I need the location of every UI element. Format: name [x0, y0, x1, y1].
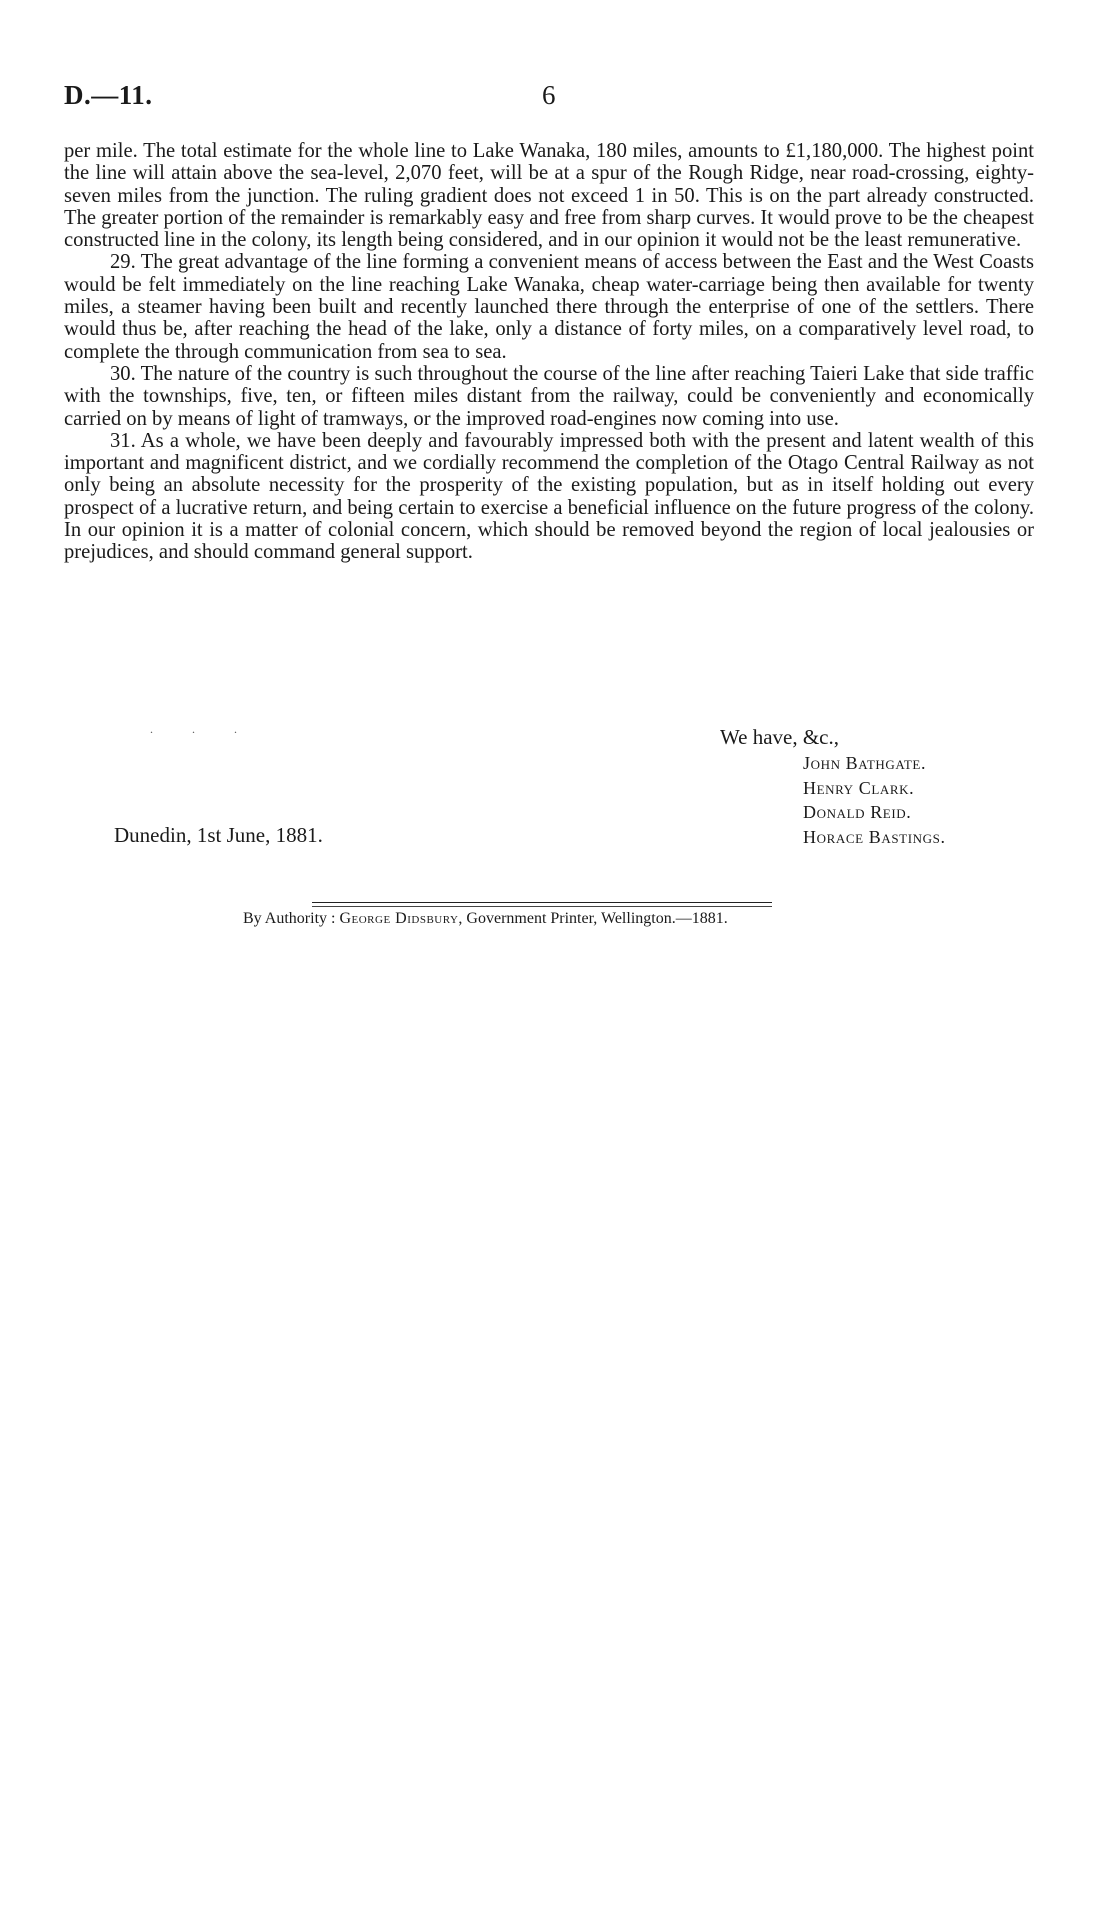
body-text	[64, 140, 1034, 564]
paragraph-continued: per mile. The total estimate for the whole line to Lake Wanaka, 180 miles, amounts to £1,180,000. The highest point the line will attain above the sea-level, 2,070 feet, will be at a spur of the Rough Ridge, near road-crossing, eighty-seven miles from the junction. The ruling gradient does not exceed 1 in 50. This is on the part already constructed. The greater portion of the remainder is remarkably easy and free from sharp curves. It would prove to be the cheapest constructed line in the colony, its length being considered, and in our opinion it would not be the least remunerative.	[64, 140, 1034, 252]
signatory: John Bathgate.	[803, 753, 927, 773]
paragraph-30: 30. The nature of the country is such throughout the course of the line after reaching Taieri Lake that side traffic with the townships, five, ten, or fifteen miles distant from the railway, could be conveniently and economically carried on by means of light of tramways, or the improved road-engines now coming into use.	[64, 362, 1034, 430]
signatory-list	[803, 751, 946, 849]
place-and-date: Dunedin, 1st June, 1881.	[114, 823, 323, 847]
page-number: 6	[542, 80, 556, 110]
paragraph-31: 31. As a whole, we have been deeply and favourably impressed both with the present and latent wealth of this important and magnificent district, and we cordially recommend the completion of the Otago Central Railway as not only being an absolute necessity for the prosperity of the existing population, but as in itself holding out every prospect of a lucrative return, and being certain to exercise a beneficial influence on the future progress of the colony. In our opinion it is a matter of colonial concern, which should be removed beyond the region of local jealousies or prejudices, and should command general support.	[64, 429, 1034, 564]
imprint-suffix: , Government Printer, Wellington.—1881.	[458, 910, 728, 927]
divider-rule-thin	[312, 906, 772, 907]
stray-dots: . . .	[150, 722, 255, 736]
signoff: We have, &c.,	[720, 725, 840, 749]
imprint-prefix: By Authority :	[243, 910, 340, 927]
signatory: Donald Reid.	[803, 802, 912, 822]
divider-rule	[312, 902, 772, 903]
printer-imprint	[243, 910, 728, 928]
imprint-printer-name: George Didsbury	[339, 910, 459, 927]
paragraph-29: 29. The great advantage of the line forming a convenient means of access between the East and the West Coasts would be felt immediately on the line reaching Lake Wanaka, cheap water-carriage being then available for twenty miles, a steamer having been built and recently launched there through the enterprise of one of the settlers. There would thus be, after reaching the head of the lake, only a distance of forty miles, on a comparatively level road, to complete the through communication from sea to sea.	[64, 251, 1034, 363]
page-header	[64, 80, 1050, 116]
document-reference: D.—11.	[64, 80, 153, 110]
signatory: Henry Clark.	[803, 777, 915, 798]
signatory: Horace Bastings.	[803, 826, 946, 847]
